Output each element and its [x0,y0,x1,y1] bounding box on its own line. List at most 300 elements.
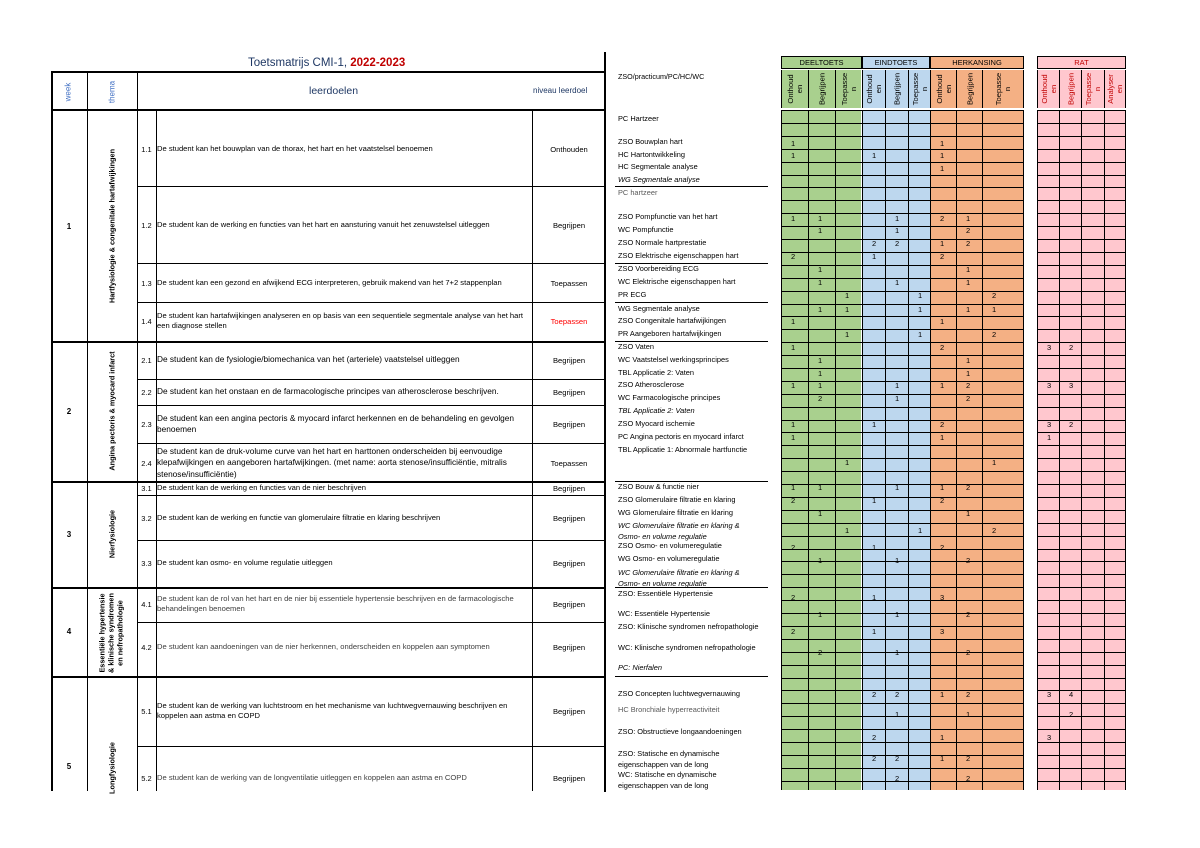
grid-row-line [781,187,1024,188]
group-header: EINDTOETS [862,56,930,69]
score-value: 2 [966,239,971,248]
activity-item: WG Osmo- en volumeregulatie [618,554,720,563]
score-column [862,110,885,790]
score-value: 1 [818,305,823,314]
grid-row-line [1037,729,1126,730]
column-header: Toepasse n [982,70,1024,108]
objective-number: 5.2 [141,774,152,783]
score-value: 1 [895,381,900,390]
score-value: 2 [940,214,945,223]
grid-row-line [781,175,1024,176]
activity-separator [615,481,768,482]
column-header: Begrijpen [1059,70,1081,108]
objective-level: Begrijpen [552,387,586,397]
score-value: 2 [818,648,823,657]
grid-row-line [781,536,1024,537]
grid-row-line [1037,703,1126,704]
week-number: 4 [66,627,72,636]
grid-row-line [781,574,1024,575]
score-value: 1 [791,151,796,160]
grid-row-line [1037,536,1126,537]
grid-row-line [781,149,1024,150]
grid-row-line [1037,561,1126,562]
score-value: 1 [895,710,900,719]
group-header: HERKANSING [930,56,1024,69]
score-column [1059,110,1081,790]
grid-row-line [1037,200,1126,201]
grid-row-line [781,316,1024,317]
grid-row-line [1037,471,1126,472]
activity-item: TBL Applicatie 2: Vaten [618,406,695,415]
week-number: 3 [66,530,72,539]
activity-item: HC Segmentale analyse [618,162,698,171]
grid-row-line [1037,252,1126,253]
grid-row-line [1037,291,1126,292]
activity-item: PR Aangeboren hartafwijkingen [618,329,722,338]
grid-row-line [781,755,1024,756]
activity-item: WC Glomerulaire filtratie en klaring & Osmo- en volume regulatie [618,521,740,541]
score-value: 2 [966,774,971,783]
grid-row-line [1037,781,1126,782]
score-value: 1 [940,139,945,148]
grid-row-line [1037,175,1126,176]
grid-row-line [781,587,1024,588]
theme-label: Longfysiologie [107,742,117,794]
activity-item: PR ECG [618,290,647,299]
grid-row-line [781,252,1024,253]
grid-row-line [781,497,1024,498]
grid-row-line [1037,278,1126,279]
score-column [982,110,1024,790]
objective-text: De student kan de werking van luchtstroom en het mechanisme van luchtwegvernauwing beschrijven en koppelen aan astma en COPD [157,700,508,720]
grid-row-line [1037,510,1126,511]
score-value: 2 [940,420,945,429]
objective-text: De student kan de fysiologie/biomechanica van het (arteriele) vaatstelsel uitleggen [157,354,460,365]
page-title: Toetsmatrijs CMI-1, 2022-2023 [248,57,406,69]
grid-row-line [1037,497,1126,498]
score-value: 1 [872,627,877,636]
theme-label: Hartfysiologie & congenitale hartafwijkingen [107,148,117,304]
score-value: 1 [791,343,796,352]
score-value: 1 [992,305,997,314]
activity-separator [615,587,768,588]
score-column [781,110,808,790]
grid-row-line [1037,110,1126,111]
activity-item: WG Segmentale analyse [618,304,700,313]
grid-row-line [781,110,1024,111]
score-column [1104,110,1126,790]
score-value: 2 [895,690,900,699]
score-value: 1 [966,278,971,287]
objective-level: Begrijpen [552,642,586,652]
column-header: Toepasse n [1081,70,1104,108]
score-value: 1 [895,610,900,619]
grid-row-line [781,239,1024,240]
score-value: 1 [1047,433,1052,442]
score-value: 2 [872,733,877,742]
score-value: 2 [791,252,796,261]
week-number: 2 [66,407,72,416]
score-value: 2 [791,627,796,636]
grid-row-line [781,432,1024,433]
score-value: 1 [791,483,796,492]
objective-text: De student kan een angina pectoris & myocard infarct herkennen en de behandeling en gevolgen benoemen [157,412,515,434]
grid-row-line [781,407,1024,408]
objective-text: De student kan het onstaan en de farmacologische principes van atherosclerose beschrijven. [157,386,499,397]
objective-level: Begrijpen [552,419,586,429]
header-activity: ZSO/practicum/PC/HC/WC [618,72,705,81]
objective-level: Begrijpen [552,773,586,783]
activity-item: ZSO Elektrische eigenschappen hart [618,251,739,260]
score-value: 1 [791,214,796,223]
objective-text: De student kan de druk-volume curve van het hart en harttonen onderscheiden bij eenvoudige klepafwijkingen en aangeboren hartafwijkingen. (met name: aorta stenose/insufficiëntie, mitralis stenose/insufficiëntie) [157,445,507,479]
objective-number: 2.4 [141,459,152,468]
grid-row-line [1037,316,1126,317]
activity-item: WC: Klinische syndromen nefropathologie [618,643,756,652]
score-value: 1 [791,420,796,429]
grid-row-line [781,665,1024,666]
objective-number: 3.2 [141,514,152,523]
score-value: 3 [1069,381,1074,390]
grid-row-line [781,549,1024,550]
objective-number: 1.4 [141,317,152,326]
objective-number: 2.3 [141,420,152,429]
score-value: 2 [992,330,997,339]
score-value: 2 [1069,343,1074,352]
activity-item: ZSO: Essentiële Hypertensie [618,589,713,598]
grid-row-line [1037,549,1126,550]
activity-item: ZSO Voorbereiding ECG [618,264,699,273]
objective-text: De student kan de werking en functies van het hart en aansturing vanuit het zenuwstelsel uitleggen [157,219,490,229]
score-value: 2 [992,291,997,300]
activity-item: WC: Essentiële Hypertensie [618,609,711,618]
score-value: 2 [966,381,971,390]
activity-item: WC Farmacologische principes [618,393,721,402]
score-value: 2 [872,239,877,248]
score-value: 2 [966,648,971,657]
score-value: 1 [895,226,900,235]
grid-row-line [1037,716,1126,717]
activity-item: PC Hartzeer [618,114,659,123]
score-value: 1 [818,356,823,365]
objective-text: De student kan osmo- en volume regulatie uitleggen [157,557,333,567]
grid-row-line [1037,162,1126,163]
grid-row-line [1037,355,1126,356]
column-header: Begrijpen [808,70,835,108]
score-value: 1 [818,278,823,287]
grid-row-line [1037,639,1126,640]
score-value: 1 [872,252,877,261]
objective-number: 5.1 [141,707,152,716]
score-value: 1 [818,265,823,274]
grid-row-line [1037,600,1126,601]
score-value: 2 [1069,420,1074,429]
score-value: 1 [872,543,877,552]
activity-item: ZSO: Klinische syndromen nefropathologie [618,622,759,631]
objective-number: 3.1 [141,484,152,493]
score-value: 1 [966,356,971,365]
score-value: 3 [1047,690,1052,699]
score-value: 1 [918,330,923,339]
activity-item: PC hartzeer [618,188,658,197]
activity-item: PC: Nierfalen [618,663,662,672]
score-value: 2 [872,690,877,699]
score-value: 1 [940,239,945,248]
score-value: 1 [818,226,823,235]
score-value: 1 [895,483,900,492]
week-number: 1 [66,222,72,231]
grid-row-line [1037,329,1126,330]
score-value: 2 [966,610,971,619]
column-header: Onthoud en [781,70,808,108]
score-value: 1 [845,330,850,339]
activity-item: WC Vaatstelsel werkingsprincipes [618,355,729,364]
score-value: 1 [940,381,945,390]
score-value: 2 [895,754,900,763]
objective-number: 3.3 [141,559,152,568]
score-value: 2 [966,556,971,565]
grid-row-line [781,768,1024,769]
score-value: 1 [940,164,945,173]
objective-level: Begrijpen [552,513,586,523]
grid-row-line [1037,742,1126,743]
score-column [908,110,930,790]
grid-row-line [781,626,1024,627]
score-value: 1 [845,458,850,467]
score-value: 2 [940,252,945,261]
grid-row-line [781,471,1024,472]
score-column [1037,110,1059,790]
column-header: Onthoud en [1037,70,1059,108]
objective-level: Onthouden [550,144,588,154]
score-value: 1 [872,593,877,602]
column-header: Begrijpen [956,70,982,108]
score-value: 1 [818,556,823,565]
activity-item: ZSO Concepten luchtwegvernauwing [618,689,741,698]
score-value: 1 [940,754,945,763]
score-value: 3 [1047,343,1052,352]
activity-separator [615,263,768,264]
grid-row-line [781,342,1024,343]
grid-row-line [781,690,1024,691]
activity-item: ZSO Pompfunctie van het hart [618,212,718,221]
score-value: 3 [940,593,945,602]
score-value: 1 [918,291,923,300]
column-header: Onthoud en [930,70,956,108]
column-header: Onthoud en [862,70,885,108]
grid-row-line [781,703,1024,704]
score-column [1081,110,1104,790]
score-value: 3 [1047,733,1052,742]
score-value: 1 [845,526,850,535]
grid-row-line [1037,613,1126,614]
score-value: 1 [818,381,823,390]
activity-item: ZSO Normale hartprestatie [618,238,707,247]
activity-item: TBL Applicatie 1: Abnormale hartfunctie [618,445,748,454]
activity-item: ZSO Glomerulaire filtratie en klaring [618,495,736,504]
grid-row-line [781,136,1024,137]
objective-level: Begrijpen [552,599,586,609]
score-value: 1 [818,483,823,492]
objective-level: Toepassen [550,316,588,326]
objective-text: De student kan de rol van het hart en de nier bij essentiele hypertensie beschrijven en de farmacologische behandelingen benoemen [157,593,514,613]
grid-row-line [1037,484,1126,485]
grid-row-line [1037,394,1126,395]
grid-row-line [1037,652,1126,653]
objective-number: 4.2 [141,643,152,652]
grid-row-line [781,123,1024,124]
grid-row-line [1037,368,1126,369]
score-value: 1 [940,433,945,442]
objective-level: Toepassen [550,458,588,468]
score-value: 4 [1069,690,1074,699]
activity-item: WC Pompfunctie [618,225,674,234]
group-header: RAT [1037,56,1126,69]
grid-row-line [781,523,1024,524]
activity-item: ZSO Bouwplan hart [618,137,683,146]
grid-row-line [1037,626,1126,627]
theme-label: Essentiële hypertensie & klinische syndromen en nefropathologie [97,593,125,673]
score-value: 2 [966,754,971,763]
activity-item: ZSO Osmo- en volumeregulatie [618,541,722,550]
activity-separator [615,302,768,303]
score-column [835,110,861,790]
score-value: 2 [940,496,945,505]
score-value: 1 [966,369,971,378]
score-value: 1 [818,509,823,518]
score-value: 2 [791,543,796,552]
grid-row-line [1037,574,1126,575]
score-value: 3 [1047,420,1052,429]
score-value: 1 [940,483,945,492]
grid-row-line [1037,187,1126,188]
grid-row-line [781,200,1024,201]
objective-level: Begrijpen [552,220,586,230]
grid-row-line [1037,523,1126,524]
grid-row-line [1037,407,1126,408]
activity-separator [615,341,768,342]
score-value: 1 [966,710,971,719]
week-number: 5 [66,762,72,771]
score-value: 2 [895,774,900,783]
objective-level: Begrijpen [552,558,586,568]
group-header: DEELTOETS [781,56,862,69]
score-value: 1 [895,214,900,223]
activity-separator [615,676,768,677]
grid-row-line [1037,136,1126,137]
objective-number: 1.3 [141,279,152,288]
objective-level: Begrijpen [552,706,586,716]
activity-item: HC Hartontwikkeling [618,150,685,159]
objective-level: Toepassen [550,278,588,288]
objective-text: De student kan hartafwijkingen analyseren en op basis van een sequentiele segmentale analyse van het hart een diagnose stellen [157,310,524,330]
grid-row-line [1037,213,1126,214]
objective-text: De student kan de werking en functies van de nier beschrijven [157,482,366,492]
score-value: 2 [895,239,900,248]
activity-item: HC Bronchiale hyperreactiviteit [618,705,720,714]
grid-row-line [781,781,1024,782]
score-value: 1 [791,433,796,442]
objective-text: De student kan de werking van de longventilatie uitleggen en koppelen aan astma en COPD [157,772,467,782]
grid-row-line [1037,755,1126,756]
objective-level: Begrijpen [552,355,586,365]
objective-text: De student kan aandoeningen van de nier herkennen, onderscheiden en koppelen aan symptomen [157,641,490,651]
score-value: 3 [940,627,945,636]
score-value: 1 [940,317,945,326]
grid-row-line [781,678,1024,679]
grid-row-line [1037,587,1126,588]
score-value: 1 [992,458,997,467]
grid-row-line [781,420,1024,421]
score-value: 1 [918,526,923,535]
grid-row-line [1037,123,1126,124]
score-value: 2 [818,394,823,403]
activity-item: WC Glomerulaire filtratie en klaring & Osmo- en volume regulatie [618,568,740,588]
column-header: Toepasse n [908,70,930,108]
score-value: 1 [966,265,971,274]
score-value: 1 [845,305,850,314]
grid-row-line [1037,149,1126,150]
score-value: 2 [791,496,796,505]
column-header: Analyser en [1104,70,1126,108]
score-value: 2 [940,343,945,352]
activity-item: ZSO Bouw & functie nier [618,482,699,491]
objective-text: De student kan het bouwplan van de thorax, het hart en het vaatstelsel benoemen [157,143,433,153]
score-value: 1 [791,317,796,326]
objective-number: 2.1 [141,356,152,365]
score-value: 2 [872,754,877,763]
score-value: 1 [895,394,900,403]
score-value: 1 [872,496,877,505]
objective-text: De student kan de werking en functie van glomerulaire filtratie en klaring beschrijven [157,512,441,522]
activity-item: WC Elektrische eigenschappen hart [618,277,736,286]
score-value: 1 [966,305,971,314]
score-value: 1 [940,151,945,160]
score-column [885,110,908,790]
score-value: 1 [895,556,900,565]
score-value: 2 [992,526,997,535]
score-value: 1 [791,381,796,390]
activity-item: WC: Statische en dynamische eigenschappen van de long [618,770,717,790]
grid-row-line [1037,226,1126,227]
score-value: 2 [1069,710,1074,719]
grid-row-line [1037,239,1126,240]
score-value: 1 [918,305,923,314]
grid-row-line [1037,265,1126,266]
theme-label: Nierfysiologie [107,509,117,559]
grid-row-line [781,458,1024,459]
activity-item: PC Angina pectoris en myocard infarct [618,432,744,441]
grid-row-line [1037,768,1126,769]
grid-row-line [781,162,1024,163]
activity-item: ZSO Congenitale hartafwijkingen [618,316,727,325]
score-value: 2 [966,226,971,235]
grid-row-line [781,445,1024,446]
score-value: 2 [940,543,945,552]
score-column [808,110,835,790]
objective-level: Begrijpen [552,483,586,493]
school-year: 2022-2023 [350,57,406,69]
activity-separator [615,186,768,187]
score-value: 3 [1047,381,1052,390]
grid-row-line [781,729,1024,730]
grid-row-line [1037,304,1126,305]
score-value: 1 [818,610,823,619]
objective-number: 1.1 [141,145,152,154]
score-value: 1 [966,509,971,518]
header-niveau: niveau leerdoel [533,86,588,95]
score-value: 1 [895,648,900,657]
